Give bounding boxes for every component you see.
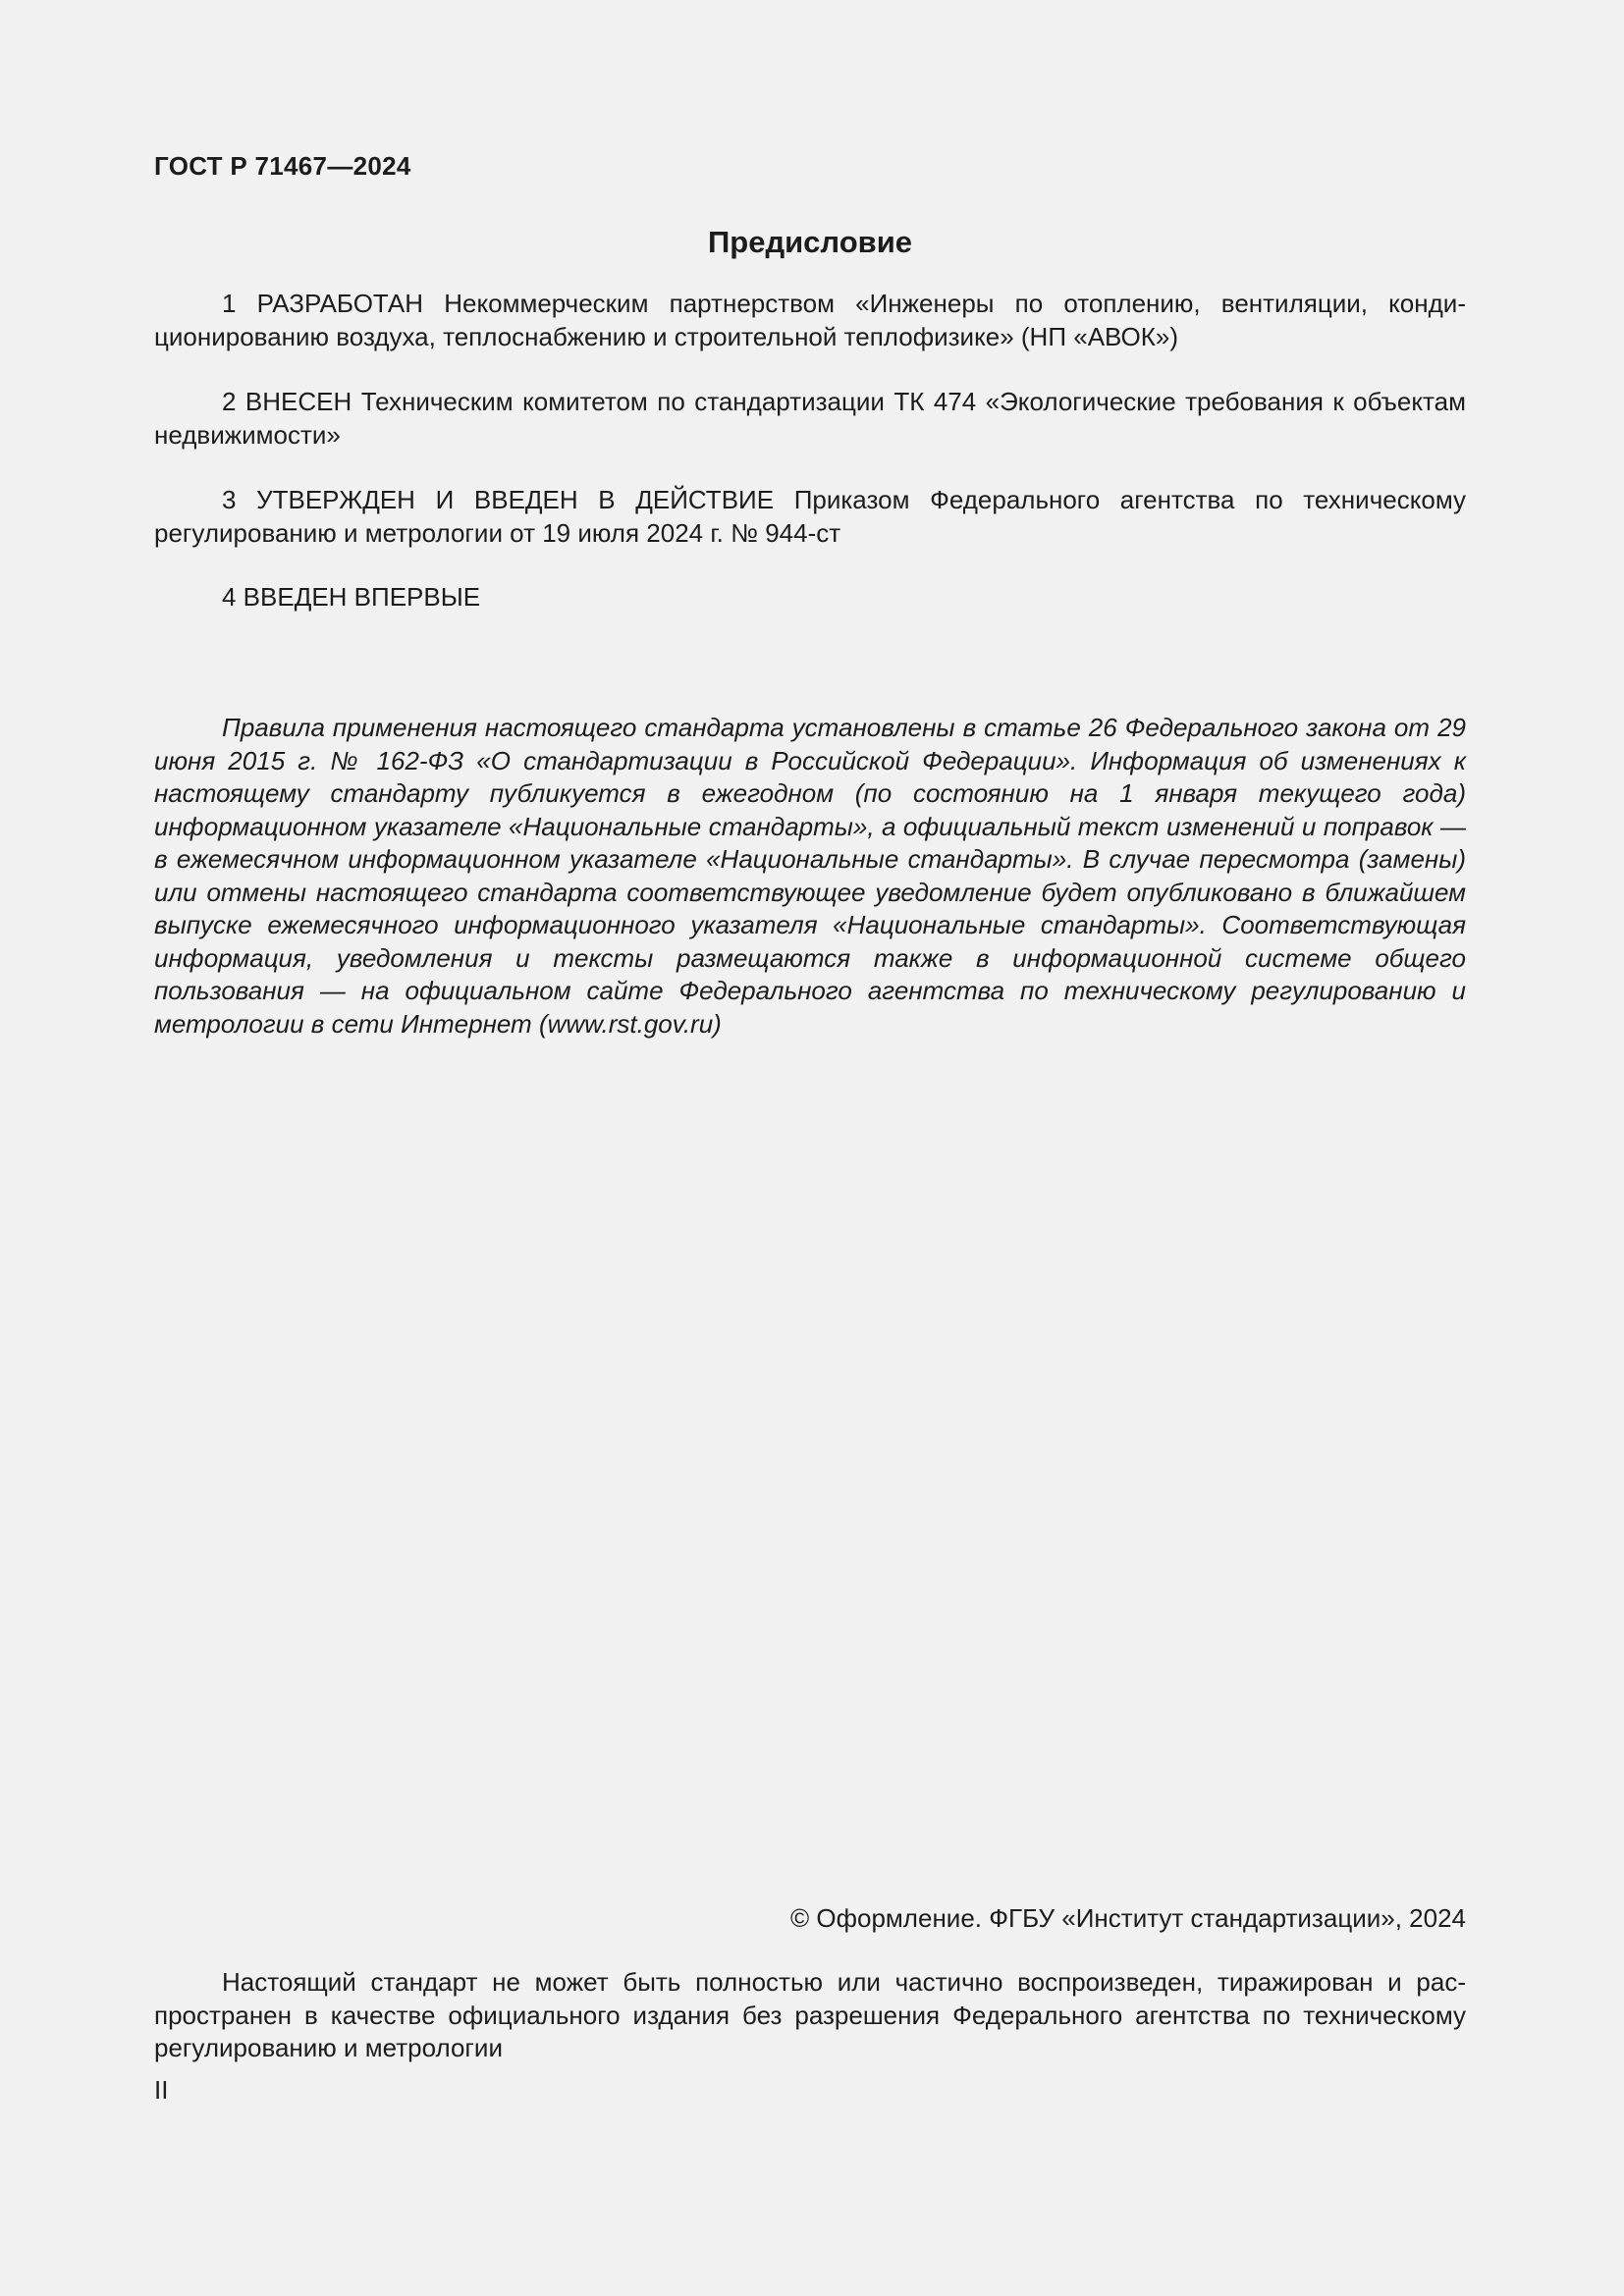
application-rules-notice: Правила применения настоящего стандарта установлены в статье 26 Федерального закона от 29 июня 2015 г. № 162-ФЗ «О стандартизации в Российской Федерации». Информация об изменениях к настоящему стандарту публикуется в ежегодном (по состоянию на 1 января текущего года) информационном указателе «Национальные стандарты», а официальный текст изменений и поправок — в ежемесячном информационном указателе «Национальные стандарты». В случае пересмотра (замены) или отмены настоящего стандарта соответствующее уведомление будет опубликовано в ближайшем выпуске ежемесячного информационного указателя «Национальные стандарты». Соответствующая информация, уведомления и тексты размещаются также в информационной системе общего пользования — на официальном сайте Федерального агентства по техническому регулированию и метрологии в сети Интернет (www.rst.gov.ru) — [154, 713, 1466, 1039]
foreword-item-developed: 1 РАЗРАБОТАН Некоммерческим партнерством «Инженеры по отоплению, вентиляции, кондиционированию воздуха, теплоснабжению и строительной теплофизике» (НП «АВОК») — [154, 289, 1466, 351]
foreword-item-first-introduced: 4 ВВЕДЕН ВПЕРВЫЕ — [222, 582, 481, 612]
reproduction-restriction-text: Настоящий стандарт не может быть полностью или частично воспроизведен, тиражирован и распространен в качестве официального издания без разрешения Федерального агентства по техническому регулированию и метрологии — [154, 1967, 1466, 2062]
foreword-item-introduced-by: 2 ВНЕСЕН Техническим комитетом по стандартизации ТК 474 «Экологические требования к объектам недвижимости» — [154, 387, 1466, 450]
page-number: II — [154, 2075, 169, 2105]
copyright-line: © Оформление. ФГБУ «Институт стандартизации», 2024 — [790, 1903, 1466, 1933]
document-code: ГОСТ Р 71467—2024 — [154, 151, 411, 181]
section-title: Предисловие — [707, 225, 912, 259]
foreword-item-approved: 3 УТВЕРЖДЕН И ВВЕДЕН В ДЕЙСТВИЕ Приказом Федерального агентства по техническому регулированию и метрологии от 19 июля 2024 г. № 944-ст — [154, 485, 1466, 548]
